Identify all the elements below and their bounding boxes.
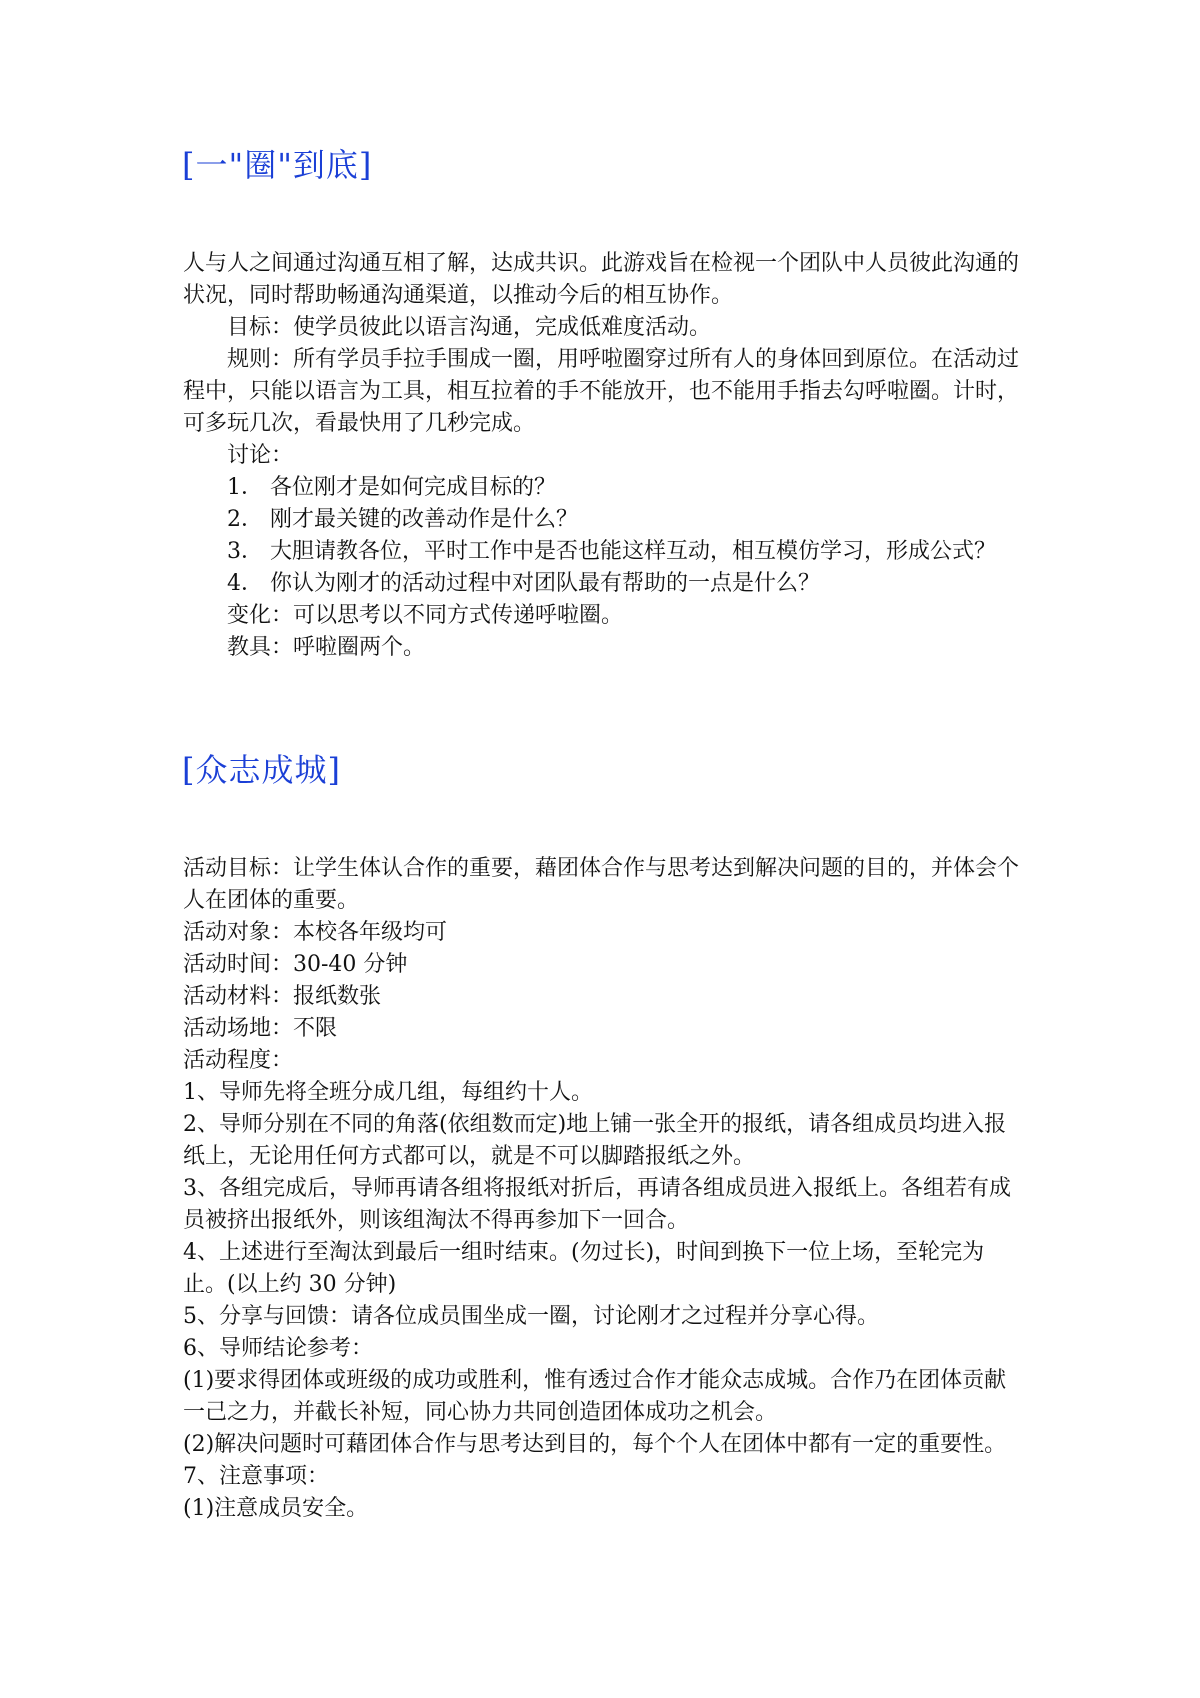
discussion-question: 3． 大胆请教各位，平时工作中是否也能这样互动，相互模仿学习，形成公式？ [227,539,996,564]
rules-paragraph: 规则：所有学员手拉手围成一圈，用呼啦圈穿过所有人的身体回到原位。在活动过程中，只能以语言为工具，相互拉着的手不能放开，也不能用手指去勾呼啦圈。计时，可多玩几次，看最快用了几秒完成。 [183,347,1020,436]
body-line: 活动场地：不限 [183,1016,338,1041]
body-line: 3、各组完成后，导师再请各组将报纸对折后，再请各组成员进入报纸上。各组若有成员被挤出报纸外，则该组淘汰不得再参加下一回合。 [183,1176,1011,1233]
body-line: 1、导师先将全班分成几组，每组约十人。 [183,1080,593,1105]
discussion-question: 4． 你认为刚才的活动过程中对团队最有帮助的一点是什么？ [227,571,820,596]
body-line: 6、导师结论参考： [183,1336,373,1361]
body-line: 活动程度： [183,1048,294,1073]
variation-paragraph: 变化：可以思考以不同方式传递呼啦圈。 [227,603,624,628]
discussion-label: 讨论： [227,443,294,468]
body-line: 5、分享与回馈：请各位成员围坐成一圈，讨论刚才之过程并分享心得。 [183,1304,879,1329]
intro-paragraph: 人与人之间通过沟通互相了解，达成共识。此游戏旨在检视一个团队中人员彼此沟通的状况，同时帮助畅通沟通渠道，以推动今后的相互协作。 [183,251,1020,308]
body-line: 7、注意事项： [183,1464,329,1489]
section-body-quan [183,248,1023,664]
section-title-zhongzhi: [众志成城] [182,751,341,789]
body-line: 2、导师分别在不同的角落(依组数而定)地上铺一张全开的报纸，请各组成员均进入报纸上，无论用任何方式都可以，就是不可以脚踏报纸之外。 [183,1112,1007,1169]
section-title-quan: [一"圈"到底] [182,146,373,184]
section-body-zhongzhi [183,853,1023,1525]
tools-paragraph: 教具：呼啦圈两个。 [227,635,426,660]
body-line: 4、上述进行至淘汰到最后一组时结束。(勿过长)，时间到换下一位上场，至轮完为止。(以上约 30 分钟) [183,1240,985,1297]
body-line: (1)要求得团体或班级的成功或胜利，惟有透过合作才能众志成城。合作乃在团体贡献一己之力，并截长补短，同心协力共同创造团体成功之机会。 [183,1368,1007,1425]
body-line: 活动目标：让学生体认合作的重要，藉团体合作与思考达到解决问题的目的，并体会个人在团体的重要。 [183,856,1020,913]
body-line: 活动材料：报纸数张 [183,984,382,1009]
body-line: (2)解决问题时可藉团体合作与思考达到目的，每个个人在团体中都有一定的重要性。 [183,1432,1007,1457]
body-line: 活动时间：30-40 分钟 [183,952,408,977]
body-line: (1)注意成员安全。 [183,1496,369,1521]
body-line: 活动对象：本校各年级均可 [183,920,448,945]
goal-paragraph: 目标：使学员彼此以语言沟通，完成低难度活动。 [227,315,712,340]
discussion-question: 2． 刚才最关键的改善动作是什么？ [227,507,578,532]
discussion-question: 1． 各位刚才是如何完成目标的？ [227,475,556,500]
